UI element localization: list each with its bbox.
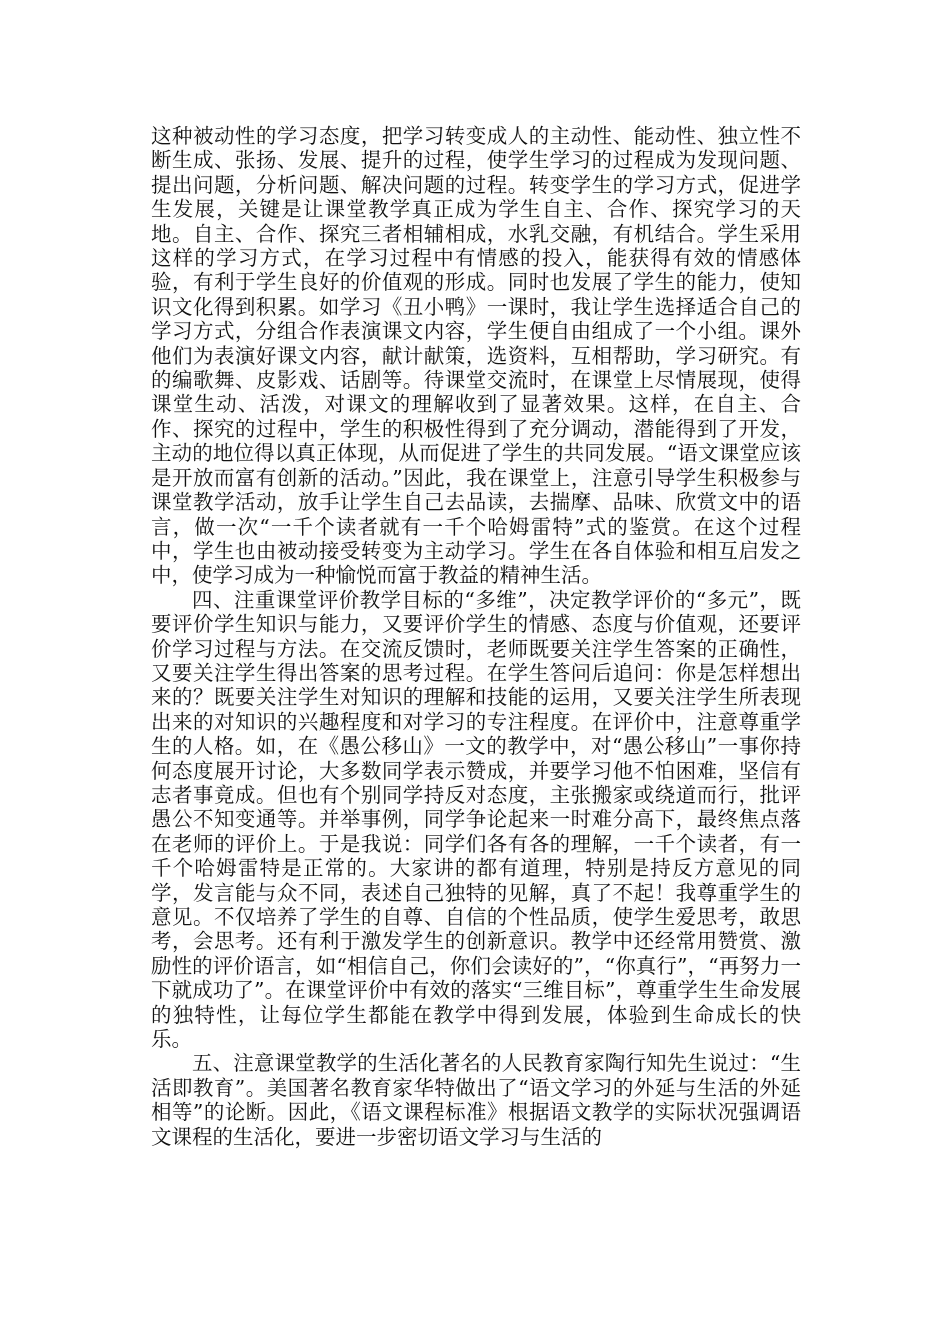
paragraph-section-five: 五、注意课堂教学的生活化著名的人民教育家陶行知先生说过：“生活即教育”。美国著名教育家华特做出了“语文学习的外延与生活的外延相等”的论断。因此，《语文课程标准》根据语文教学的实际状况强调语文课程的生活化，要进一步密切语文学习与生活的 [151,1051,801,1149]
paragraph-continued: 这种被动性的学习态度，把学习转变成人的主动性、能动性、独立性不断生成、张扬、发展、提升的过程，使学生学习的过程成为发现问题、提出问题，分析问题、解决问题的过程。转变学生的学习方式，促进学生发展，关键是让课堂教学真正成为学生自主、合作、探究学习的天地。自主、合作、探究三者相辅相成，水乳交融，有机结合。学生采用这样的学习方式，在学习过程中有情感的投入，能获得有效的情感体验，有利于学生良好的价值观的形成。同时也发展了学生的能力，使知识文化得到积累。如学习《丑小鸭》一课时，我让学生选择适合自己的学习方式，分组合作表演课文内容，学生便自由组成了一个小组。课外他们为表演好课文内容，献计献策，选资料，互相帮助，学习研究。有的编歌舞、皮影戏、话剧等。待课堂交流时，在课堂上尽情展现，使得课堂生动、活泼，对课文的理解收到了显著效果。这样，在自主、合作、探究的过程中，学生的积极性得到了充分调动，潜能得到了开发，主动的地位得以真正体现，从而促进了学生的共同发展。“语文课堂应该是开放而富有创新的活动。”因此，我在课堂上，注意引导学生积极参与课堂教学活动，放手让学生自己去品读，去揣摩、品味、欣赏文中的语言，做一次“一千个读者就有一千个哈姆雷特”式的鉴赏。在这个过程中，学生也由被动接受转变为主动学习。学生在各自体验和相互启发之中，使学习成为一种愉悦而富于教益的精神生活。 [151,124,801,588]
paragraph-section-four: 四、注重课堂评价教学目标的“多维”，决定教学评价的“多元”，既要评价学生知识与能力，又要评价学生的情感、态度与价值观，还要评价学习过程与方法。在交流反馈时，老师既要关注学生答案的正确性，又要关注学生得出答案的思考过程。在学生答问后追问：你是怎样想出来的？既要关注学生对知识的理解和技能的运用，又要关注学生所表现出来的对知识的兴趣程度和对学习的专注程度。在评价中，注意尊重学生的人格。如，在《愚公移山》一文的教学中，对“愚公移山”一事你持何态度展开讨论，大多数同学表示赞成，并要学习他不怕困难，坚信有志者事竟成。但也有个别同学持反对态度，主张搬家或绕道而行，批评愚公不知变通等。并举事例，同学争论起来一时难分高下，最终焦点落在老师的评价上。于是我说：同学们各有各的理解，一千个读者，有一千个哈姆雷特是正常的。大家讲的都有道理，特别是持反方意见的同学，发言能与众不同，表述自己独特的见解，真了不起！我尊重学生的意见。不仅培养了学生的自尊、自信的个性品质，使学生爱思考，敢思考，会思考。还有利于激发学生的创新意识。教学中还经常用赞赏、激励性的评价语言，如“相信自己，你们会读好的”，“你真行”，“再努力一下就成功了”。在课堂评价中有效的落实“三维目标”，尊重学生生命发展的独特性，让每位学生都能在教学中得到发展，体验到生命成长的快乐。 [151,587,801,1052]
document-page [151,124,801,1149]
